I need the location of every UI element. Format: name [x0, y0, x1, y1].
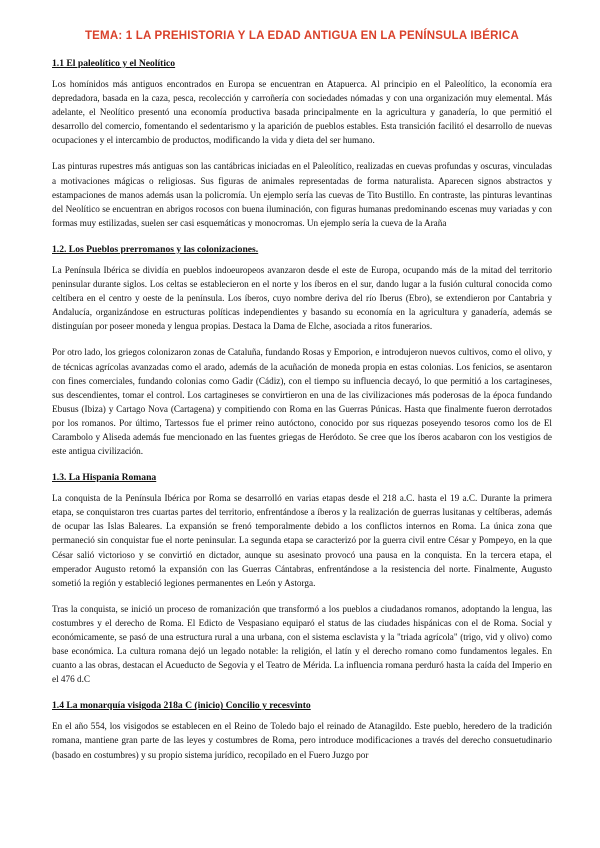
paragraph: En el año 554, los visigodos se establecen en el Reino de Toledo bajo el reinado de Atanagildo. Este pueblo, heredero de la tradición romana, mantiene gran parte de las leyes y costumbres de Roma, pero introduce modificaciones a través del derecho consuetudinario (basado en costumbres) y su propio sistema jurídico, recopilado en el Fuero Juzgo por	[52, 721, 552, 760]
section-paleolitico	[52, 58, 552, 230]
section-heading: 1.3. La Hispania Romana	[52, 472, 157, 484]
paragraph: Por otro lado, los griegos colonizaron zonas de Cataluña, fundando Rosas y Emporion, e introdujeron nuevos cultivos, como el olivo, y de técnicas agrícolas avanzadas como el arado, además de la acuñación de moneda propia en estas colonias. Los fenicios, se asentaron con fines comerciales, fundando colonias como Gadir (Cádiz), con el tiempo su influencia decayó, lo que permitió a los cartagineses, sus descendientes, tomar el control. Los cartagineses se convirtieron en una de las civilizaciones más poderosas de la época fundando Ebusus (Ibiza) y Cartago Nova (Cartagena) y compitiendo con Roma en las Guerras Púnicas. Hasta que finalmente fueron derrotados por los romanos. Por último, Tartessos fue el primer reino autóctono, conocido por sus riquezas poseyendo tesoros como los de El Carambolo y Aliseda además fue mencionado en las fuentes griegas de Heródoto. Se cree que los íberos acabaron con los vestigios de este antigua civilización.	[52, 347, 552, 457]
paragraph: La conquista de la Península Ibérica por Roma se desarrolló en varias etapas desde el 218 a.C. hasta el 19 a.C. Durante la primera etapa, se conquistaron tres cuartas partes del territorio, enfrentándose a íberos y la realización de guerras lusitanas y celtíberas, además de ocupar las Islas Baleares. La expansión se frenó temporalmente debido a los conflictos internos en Roma. La única zona que permaneció sin conquistar fue el norte peninsular. La segunda etapa se caracterizó por la guerra civil entre César y Pompeyo, en la que César salió victorioso y se convirtió en dictador, aunque su asesinato provocó una pausa en la conquista. En la tercera etapa, el emperador Augusto retomó la expansión con las Guerras Cántabras, enfrentándose a la resistencia del norte. Finalmente, Augusto sometió la región y estableció legiones permanentes en León y Astorga.	[52, 493, 552, 588]
section-heading: 1.2. Los Pueblos prerromanos y las colonizaciones.	[52, 243, 259, 255]
paragraph: La Península Ibérica se dividía en pueblos indoeuropeos avanzaron desde el este de Europa, ocupando más de la mitad del territorio peninsular durante siglos. Los celtas se establecieron en el norte y los íberos en el sur, dando lugar a la fusión cultural conocida como celtíbera en el centro y oeste de la península. Los íberos, cuyo nombre deriva del río Iberus (Ebro), se extendieron por Cantabria y Andalucía, organizándose en estructuras políticas independientes y basando su economía en la agricultura y ganadería, además se distinguían por poseer moneda y lengua propias. Destaca la Dama de Elche, asociada a ritos funerarios.	[52, 264, 552, 332]
paragraph: Tras la conquista, se inició un proceso de romanización que transformó a los pueblos a ciudadanos romanos, adoptando la lengua, las costumbres y el derecho de Roma. El Edicto de Vespasiano equiparó el status de las ciudades hispánicas con el de Roma. Social y económicamente, se pasó de una estructura rural a una urbana, con el sistema esclavista y la "triada agrícola" (trigo, vid y olivo) como base económica. La cultura romana dejó un legado notable: la religión, el latín y el derecho romano como fundamentos legales. En cuanto a las obras, destacan el Acueducto de Segovia y el Teatro de Mérida. La influencia romana perduró hasta la caída del Imperio en el 476 d.C	[52, 603, 552, 685]
section-pueblos-prerromanos	[52, 244, 552, 458]
section-hispania-romana	[52, 472, 552, 686]
paragraph: Los homínidos más antiguos encontrados en Europa se encuentran en Atapuerca. Al principio en el Paleolítico, la economía era depredadora, basada en la caza, pesca, recolección y carroñería con sociedades nómadas y con una organización muy elemental. Más adelante, el Neolítico presentó una economía productiva basada principalmente en la agricultura y ganadería, lo que permitió el desarrollo del comercio, fomentando el sedentarismo y la aparición de pueblos estables. Esta transición facilitó el desarrollo de nuevas ocupaciones y el intercambio de productos, modificando la vida y dieta del ser humano.	[52, 79, 552, 146]
page-title: TEMA: 1 LA PREHISTORIA Y LA EDAD ANTIGUA EN LA PENÍNSULA IBÉRICA	[84, 30, 520, 42]
section-heading: 1.4 La monarquía visigoda 218a C (inicio) Concilio y recesvinto	[52, 700, 311, 712]
section-heading: 1.1 El paleolítico y el Neolítico	[52, 58, 176, 69]
section-monarquia-visigoda	[52, 700, 552, 761]
paragraph: Las pinturas rupestres más antiguas son las cantábricas iniciadas en el Paleolítico, realizadas en cuevas profundas y oscuras, vinculadas a motivaciones mágicas o religiosas. Sus figuras de animales representadas de forma naturalista. Aparecen signos abstractos y estampaciones de manos además usan la policromía. Un ejemplo sería las cuevas de Tito Bustillo. En contraste, las pinturas levantinas del Neolítico se encuentran en abrigos rocosos con buena iluminación, con figuras humanas predominando escenas muy variadas y con formas muy estilizadas, suelen ser casi esquemáticas y monocromas. Un ejemplo sería la cueva de la Araña	[52, 161, 552, 228]
